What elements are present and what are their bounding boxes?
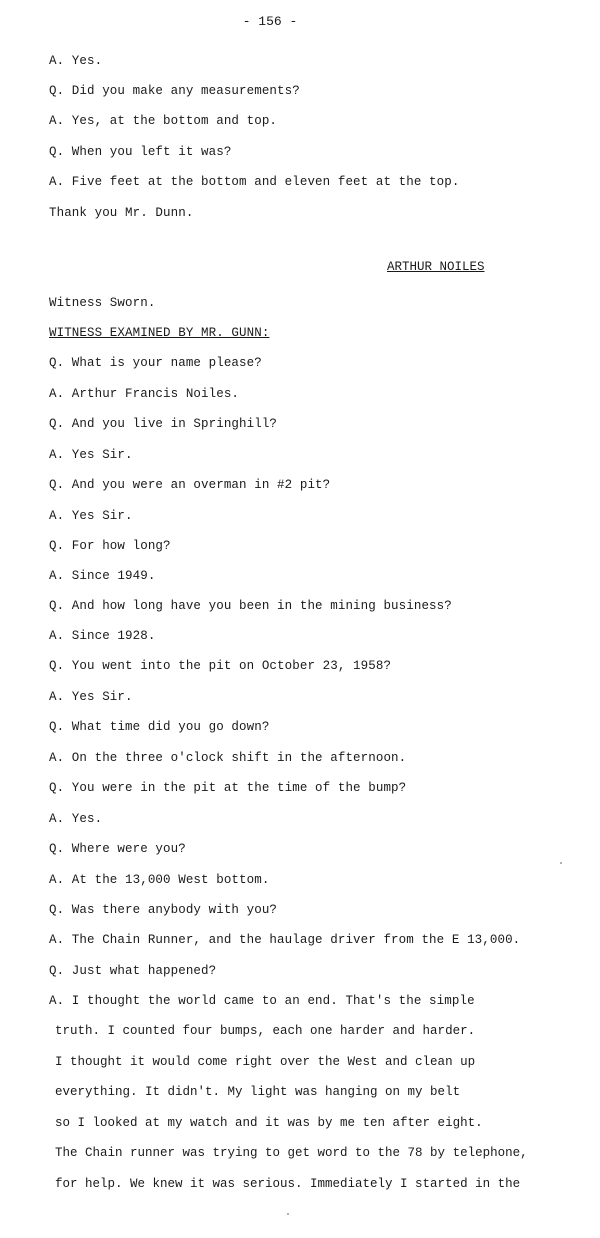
answer-paragraph-line: everything. It didn't. My light was hanging on my belt bbox=[55, 1085, 461, 1099]
answer-paragraph-line: A. I thought the world came to an end. That's the simple bbox=[49, 994, 475, 1008]
transcript-line: A. At the 13,000 West bottom. bbox=[49, 873, 270, 887]
transcript-line: A. Since 1949. bbox=[49, 569, 156, 583]
answer-paragraph-line: so I looked at my watch and it was by me ten after eight. bbox=[55, 1116, 483, 1130]
answer-paragraph-line: truth. I counted four bumps, each one harder and harder. bbox=[55, 1024, 476, 1038]
transcript-line: A. The Chain Runner, and the haulage driver from the E 13,000. bbox=[49, 933, 521, 947]
transcript-line: Q. And you live in Springhill? bbox=[49, 417, 278, 431]
transcript-line: Q. What is your name please? bbox=[49, 356, 262, 370]
transcript-line: A. Arthur Francis Noiles. bbox=[49, 387, 240, 401]
transcript-line: A. Yes Sir. bbox=[49, 509, 133, 523]
transcript-line: Q. Did you make any measurements? bbox=[49, 84, 300, 98]
closing-thanks: Thank you Mr. Dunn. bbox=[49, 206, 194, 220]
transcript-line: A. Since 1928. bbox=[49, 629, 156, 643]
transcript-line: Q. And you were an overman in #2 pit? bbox=[49, 478, 331, 492]
page-number: - 156 - bbox=[242, 14, 298, 29]
transcript-line: A. Yes Sir. bbox=[49, 690, 133, 704]
witness-heading: ARTHUR NOILES bbox=[387, 260, 485, 274]
answer-paragraph-line: for help. We knew it was serious. Immediately I started in the bbox=[55, 1177, 521, 1191]
transcript-line: A. Yes. bbox=[49, 54, 103, 68]
transcript-line: Q. What time did you go down? bbox=[49, 720, 270, 734]
examination-heading: WITNESS EXAMINED BY MR. GUNN: bbox=[49, 326, 270, 340]
transcript-line: Q. Just what happened? bbox=[49, 964, 217, 978]
transcript-line: A. Five feet at the bottom and eleven feet at the top. bbox=[49, 175, 460, 189]
transcript-line: Q. And how long have you been in the mining business? bbox=[49, 599, 452, 613]
transcript-line: A. Yes, at the bottom and top. bbox=[49, 114, 278, 128]
transcript-line: A. Yes Sir. bbox=[49, 448, 133, 462]
transcript-line: Q. You were in the pit at the time of the bump? bbox=[49, 781, 407, 795]
transcript-line: A. On the three o'clock shift in the afternoon. bbox=[49, 751, 407, 765]
answer-paragraph-line: The Chain runner was trying to get word to the 78 by telephone, bbox=[55, 1146, 528, 1160]
scan-speck bbox=[287, 1213, 289, 1215]
transcript-line: Q. You went into the pit on October 23, 1958? bbox=[49, 659, 392, 673]
witness-sworn-line: Witness Sworn. bbox=[49, 296, 156, 310]
transcript-line: Q. Where were you? bbox=[49, 842, 186, 856]
transcript-line: Q. Was there anybody with you? bbox=[49, 903, 278, 917]
transcript-line: Q. For how long? bbox=[49, 539, 171, 553]
transcript-line: Q. When you left it was? bbox=[49, 145, 232, 159]
scan-speck bbox=[560, 862, 562, 864]
transcript-line: A. Yes. bbox=[49, 812, 103, 826]
answer-paragraph-line: I thought it would come right over the West and clean up bbox=[55, 1055, 476, 1069]
